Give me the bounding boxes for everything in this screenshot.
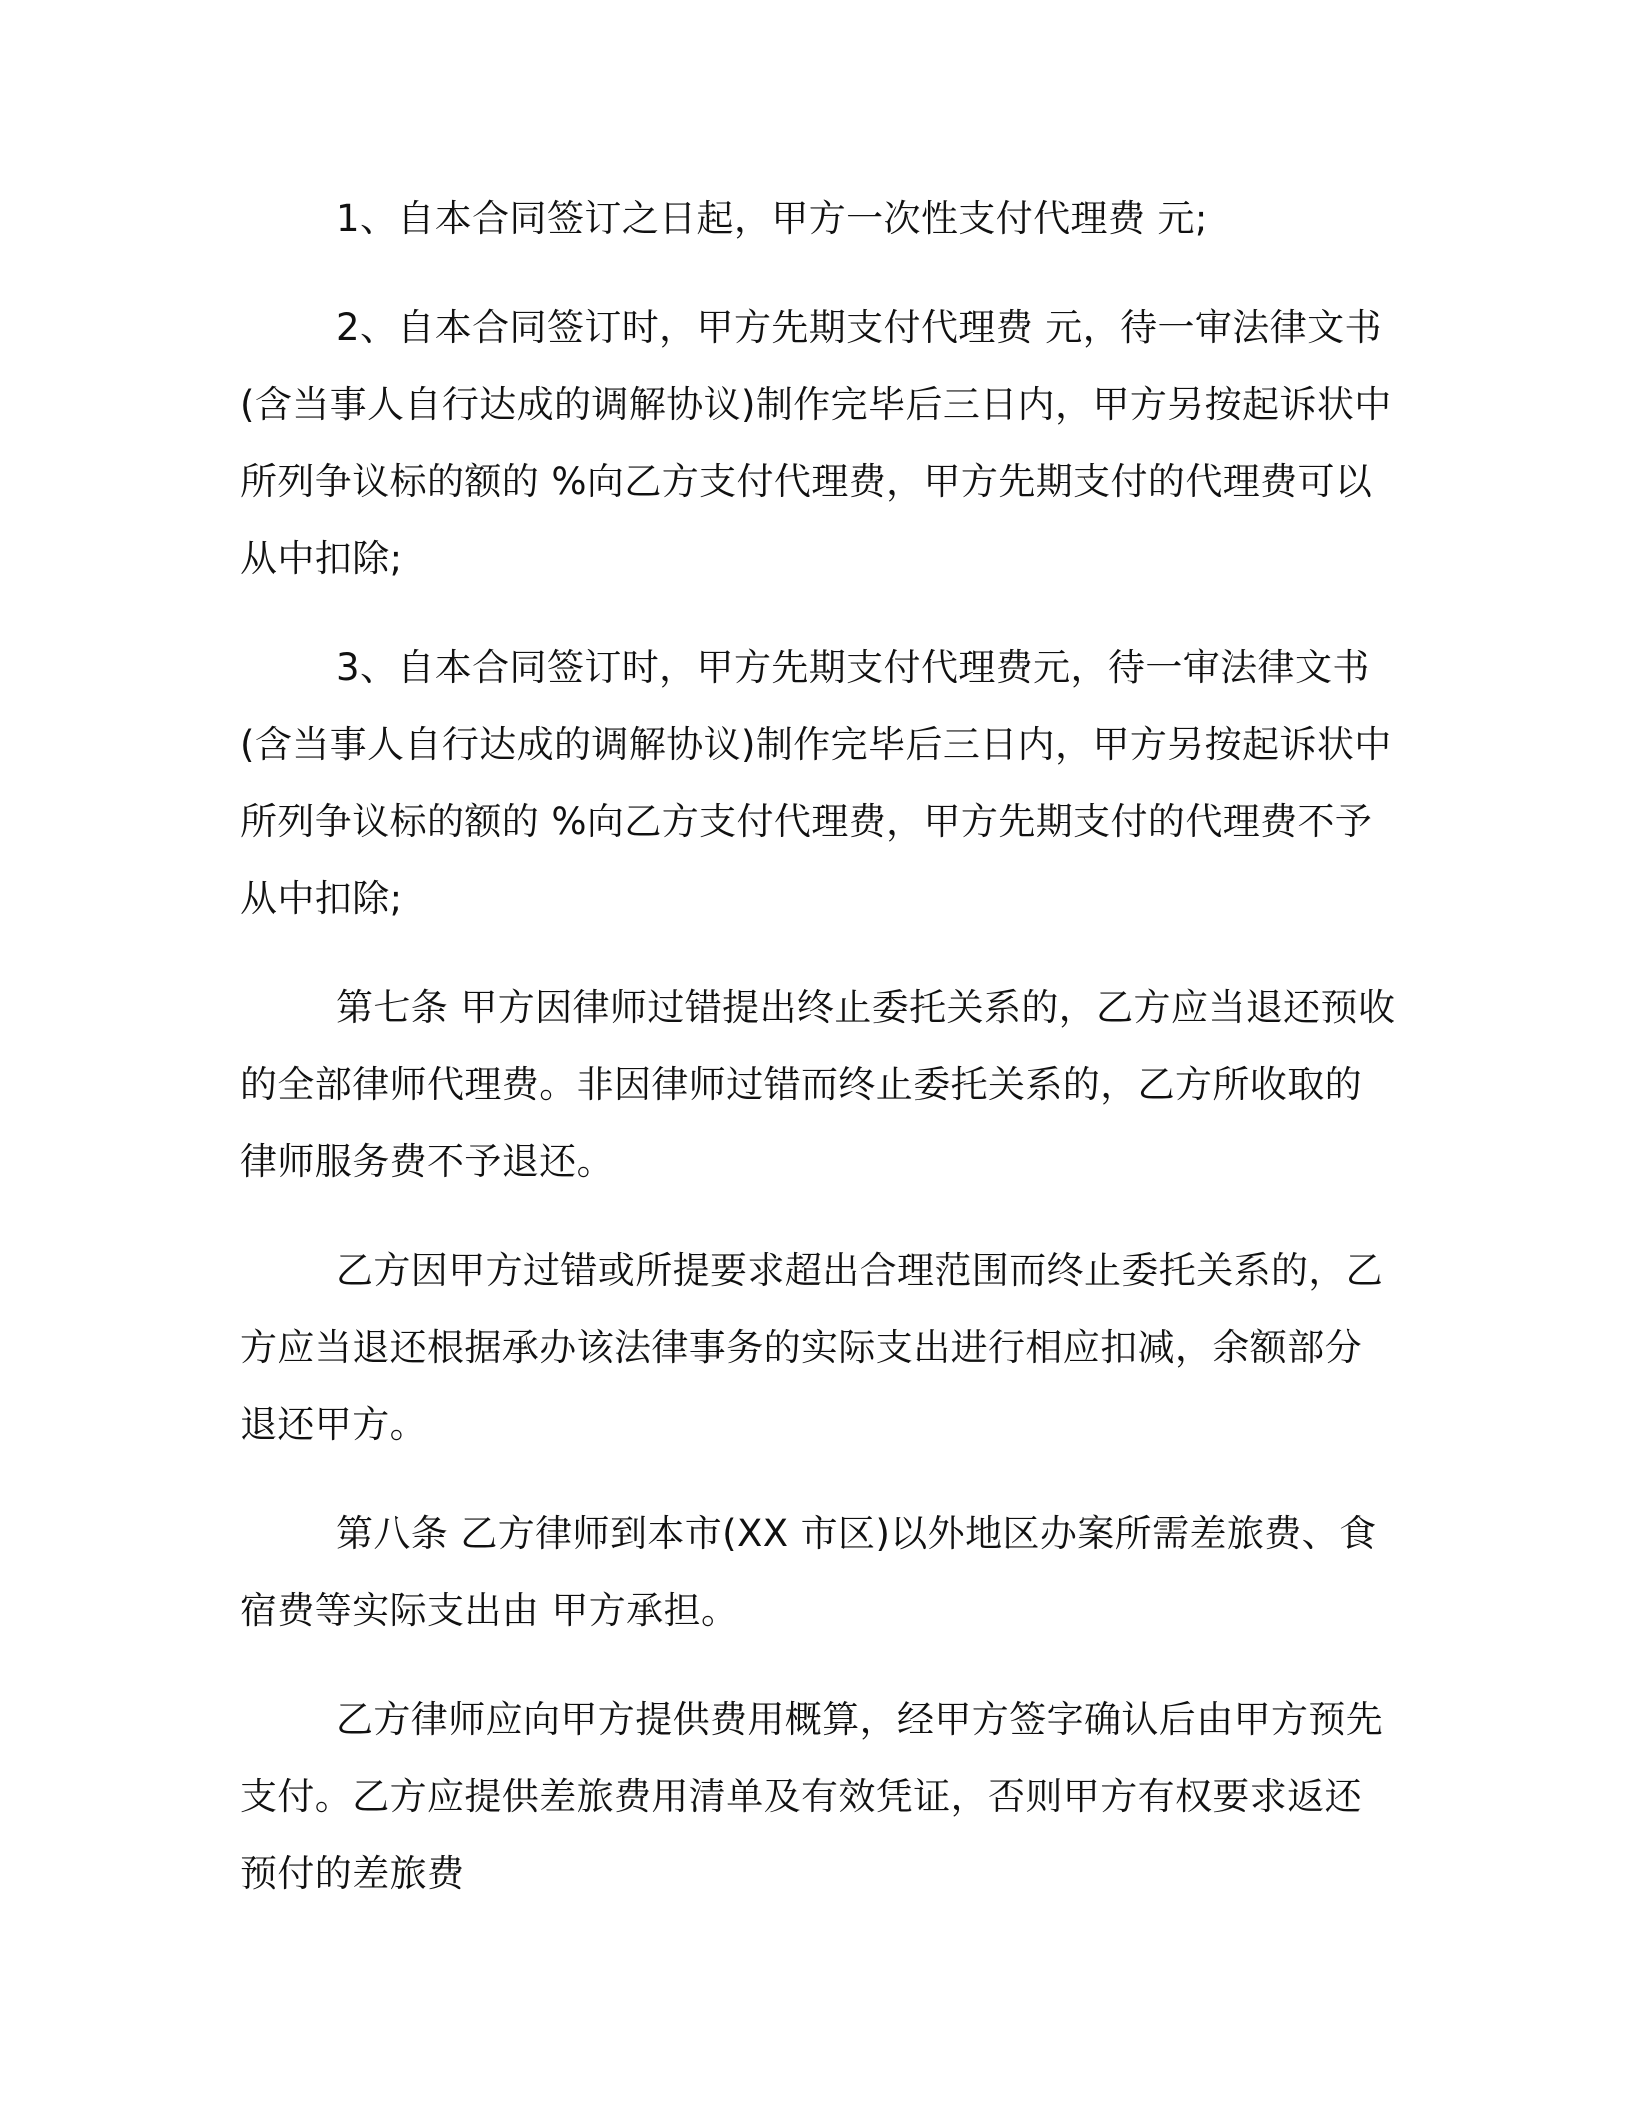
paragraph-7: [240, 1681, 1400, 1912]
paragraph-line: 乙方因甲方过错或所提要求超出合理范围而终止委托关系的，乙: [336, 1249, 1384, 1292]
paragraph-line: 3、自本合同签订时，甲方先期支付代理费元，待一审法律文书: [336, 646, 1370, 689]
paragraph-line: 第八条 乙方律师到本市(XX 市区)以外地区办案所需差旅费、食: [336, 1512, 1377, 1555]
paragraph-line: 律师服务费不予退还。: [240, 1140, 614, 1183]
paragraph-line: 支付。乙方应提供差旅费用清单及有效凭证，否则甲方有权要求返还: [240, 1775, 1362, 1818]
paragraph-line: 从中扣除;: [240, 537, 403, 580]
paragraph-line: (含当事人自行达成的调解协议)制作完毕后三日内，甲方另按起诉状中: [240, 383, 1392, 426]
paragraph-line: (含当事人自行达成的调解协议)制作完毕后三日内，甲方另按起诉状中: [240, 723, 1392, 766]
paragraph-line: 预付的差旅费: [240, 1852, 465, 1895]
paragraph-line: 所列争议标的额的 %向乙方支付代理费，甲方先期支付的代理费不予: [240, 800, 1373, 843]
paragraph-2: [240, 289, 1400, 597]
paragraph-article-8: [240, 1495, 1400, 1649]
paragraph-line: 乙方律师应向甲方提供费用概算，经甲方签字确认后由甲方预先: [336, 1698, 1384, 1741]
paragraph-line: 所列争议标的额的 %向乙方支付代理费，甲方先期支付的代理费可以: [240, 460, 1373, 503]
paragraph-line: 2、自本合同签订时，甲方先期支付代理费 元，待一审法律文书: [336, 306, 1382, 349]
paragraph-article-7: [240, 969, 1400, 1200]
paragraph-3: [240, 629, 1400, 937]
paragraph-line: 宿费等实际支出由 甲方承担。: [240, 1589, 739, 1632]
document-body: [240, 180, 1400, 1944]
paragraph-line: 方应当退还根据承办该法律事务的实际支出进行相应扣减，余额部分: [240, 1326, 1362, 1369]
paragraph-1: [240, 180, 1400, 257]
paragraph-line: 从中扣除;: [240, 877, 403, 920]
paragraph-5: [240, 1232, 1400, 1463]
paragraph-line: 的全部律师代理费。非因律师过错而终止委托关系的，乙方所收取的: [240, 1063, 1362, 1106]
paragraph-line: 1、自本合同签订之日起，甲方一次性支付代理费 元;: [336, 197, 1208, 240]
paragraph-line: 第七条 甲方因律师过错提出终止委托关系的，乙方应当退还预收: [336, 986, 1396, 1029]
paragraph-line: 退还甲方。: [240, 1403, 427, 1446]
